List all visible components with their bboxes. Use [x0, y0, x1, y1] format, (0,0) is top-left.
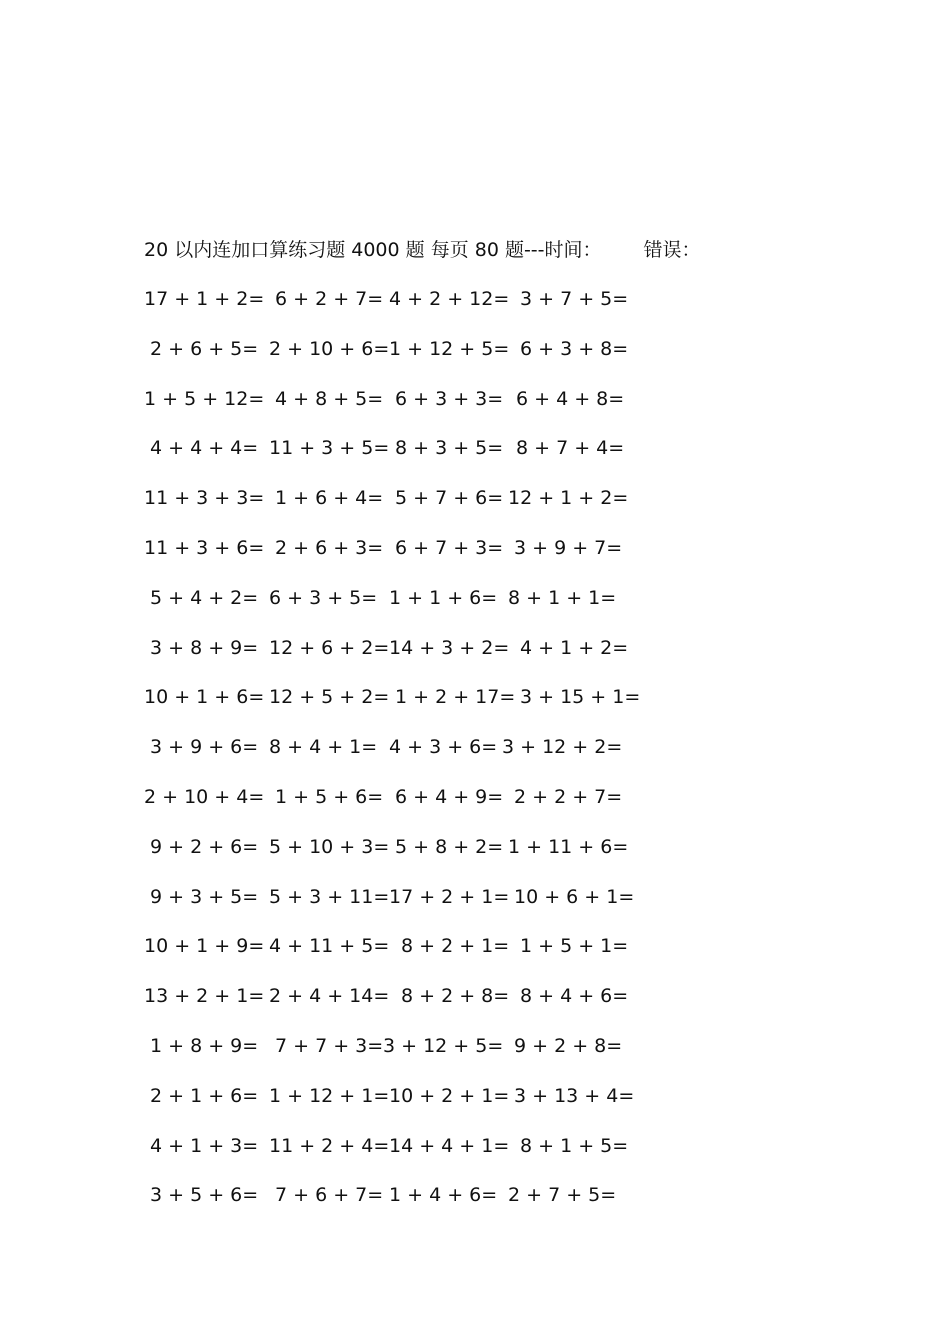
- error-label: 错误：: [643, 239, 701, 261]
- problem-item: 6 + 4 + 9=: [395, 785, 504, 808]
- problem-item: 12 + 6 + 2=: [269, 636, 390, 659]
- problem-item: 8 + 4 + 6=: [520, 985, 629, 1008]
- problem-item: 3 + 12 + 5=: [383, 1034, 504, 1057]
- problem-item: 11 + 3 + 3=: [144, 487, 265, 510]
- problem-item: 2 + 10 + 6=: [269, 337, 390, 360]
- problem-item: 6 + 4 + 8=: [516, 387, 625, 410]
- problem-item: 11 + 3 + 5=: [269, 437, 390, 460]
- problem-item: 1 + 6 + 4=: [275, 487, 384, 510]
- problem-item: 4 + 2 + 12=: [389, 288, 510, 310]
- problem-item: 6 + 3 + 8=: [520, 337, 629, 360]
- problem-item: 10 + 2 + 1=: [389, 1084, 510, 1107]
- problem-item: 17 + 1 + 2=: [144, 288, 265, 310]
- problem-item: 3 + 8 + 9=: [150, 636, 259, 659]
- problem-item: 1 + 12 + 5=: [389, 337, 510, 360]
- problem-item: 1 + 8 + 9=: [150, 1034, 259, 1057]
- problem-item: 8 + 2 + 1=: [401, 935, 510, 958]
- worksheet-header: [144, 236, 701, 264]
- problem-item: 4 + 4 + 4=: [150, 437, 259, 460]
- problem-item: 6 + 3 + 3=: [395, 387, 504, 410]
- problem-item: 12 + 1 + 2=: [508, 487, 629, 510]
- problem-item: 5 + 10 + 3=: [269, 835, 390, 858]
- problem-item: 6 + 3 + 5=: [269, 586, 378, 609]
- problem-item: 1 + 5 + 6=: [275, 785, 384, 808]
- problem-item: 1 + 1 + 6=: [389, 586, 498, 609]
- problem-item: 1 + 11 + 6=: [508, 835, 629, 858]
- problem-item: 1 + 5 + 12=: [144, 387, 265, 410]
- problem-item: 8 + 1 + 1=: [508, 586, 617, 609]
- problem-item: 3 + 9 + 6=: [150, 736, 259, 759]
- problem-item: 5 + 4 + 2=: [150, 586, 259, 609]
- problem-item: 2 + 6 + 5=: [150, 337, 259, 360]
- problem-item: 3 + 7 + 5=: [520, 288, 629, 310]
- problem-item: 7 + 6 + 7=: [275, 1184, 384, 1207]
- problem-item: 13 + 2 + 1=: [144, 985, 265, 1008]
- problem-item: 2 + 4 + 14=: [269, 985, 390, 1008]
- time-label: 时间：: [544, 239, 602, 261]
- problem-item: 8 + 3 + 5=: [395, 437, 504, 460]
- problem-item: 3 + 5 + 6=: [150, 1184, 259, 1207]
- problem-item: 4 + 11 + 5=: [269, 935, 390, 958]
- problem-item: 2 + 10 + 4=: [144, 785, 265, 808]
- problem-item: 2 + 6 + 3=: [275, 536, 384, 559]
- problem-item: 8 + 7 + 4=: [516, 437, 625, 460]
- problem-item: 6 + 2 + 7=: [275, 288, 384, 310]
- problem-item: 8 + 2 + 8=: [401, 985, 510, 1008]
- problem-item: 1 + 4 + 6=: [389, 1184, 498, 1207]
- problem-item: 17 + 2 + 1=: [389, 885, 510, 908]
- problem-item: 10 + 1 + 9=: [144, 935, 265, 958]
- problem-item: 3 + 12 + 2=: [502, 736, 623, 759]
- problem-item: 1 + 2 + 17=: [395, 686, 516, 709]
- problem-item: 8 + 4 + 1=: [269, 736, 378, 759]
- problem-item: 5 + 8 + 2=: [395, 835, 504, 858]
- problem-item: 1 + 5 + 1=: [520, 935, 629, 958]
- worksheet-title: 20 以内连加口算练习题 4000 题 每页 80 题---: [144, 239, 545, 261]
- problem-item: 4 + 3 + 6=: [389, 736, 498, 759]
- problem-item: 5 + 3 + 11=: [269, 885, 390, 908]
- problem-item: 8 + 1 + 5=: [520, 1134, 629, 1157]
- problem-item: 3 + 15 + 1=: [520, 686, 641, 709]
- problem-item: 4 + 8 + 5=: [275, 387, 384, 410]
- problem-item: 12 + 5 + 2=: [269, 686, 390, 709]
- problem-item: 14 + 4 + 1=: [389, 1134, 510, 1157]
- problem-item: 11 + 3 + 6=: [144, 536, 265, 559]
- problem-item: 5 + 7 + 6=: [395, 487, 504, 510]
- problem-item: 10 + 6 + 1=: [514, 885, 635, 908]
- problem-item: 3 + 13 + 4=: [514, 1084, 635, 1107]
- problem-item: 10 + 1 + 6=: [144, 686, 265, 709]
- problem-item: 9 + 3 + 5=: [150, 885, 259, 908]
- problem-item: 2 + 2 + 7=: [514, 785, 623, 808]
- problem-item: 1 + 12 + 1=: [269, 1084, 390, 1107]
- problem-item: 9 + 2 + 6=: [150, 835, 259, 858]
- problem-item: 6 + 7 + 3=: [395, 536, 504, 559]
- problem-item: 4 + 1 + 2=: [520, 636, 629, 659]
- problem-item: 3 + 9 + 7=: [514, 536, 623, 559]
- problem-item: 14 + 3 + 2=: [389, 636, 510, 659]
- problem-item: 4 + 1 + 3=: [150, 1134, 259, 1157]
- problem-item: 9 + 2 + 8=: [514, 1034, 623, 1057]
- problem-item: 7 + 7 + 3=: [275, 1034, 384, 1057]
- problem-item: 2 + 7 + 5=: [508, 1184, 617, 1207]
- problem-item: 11 + 2 + 4=: [269, 1134, 390, 1157]
- problem-item: 2 + 1 + 6=: [150, 1084, 259, 1107]
